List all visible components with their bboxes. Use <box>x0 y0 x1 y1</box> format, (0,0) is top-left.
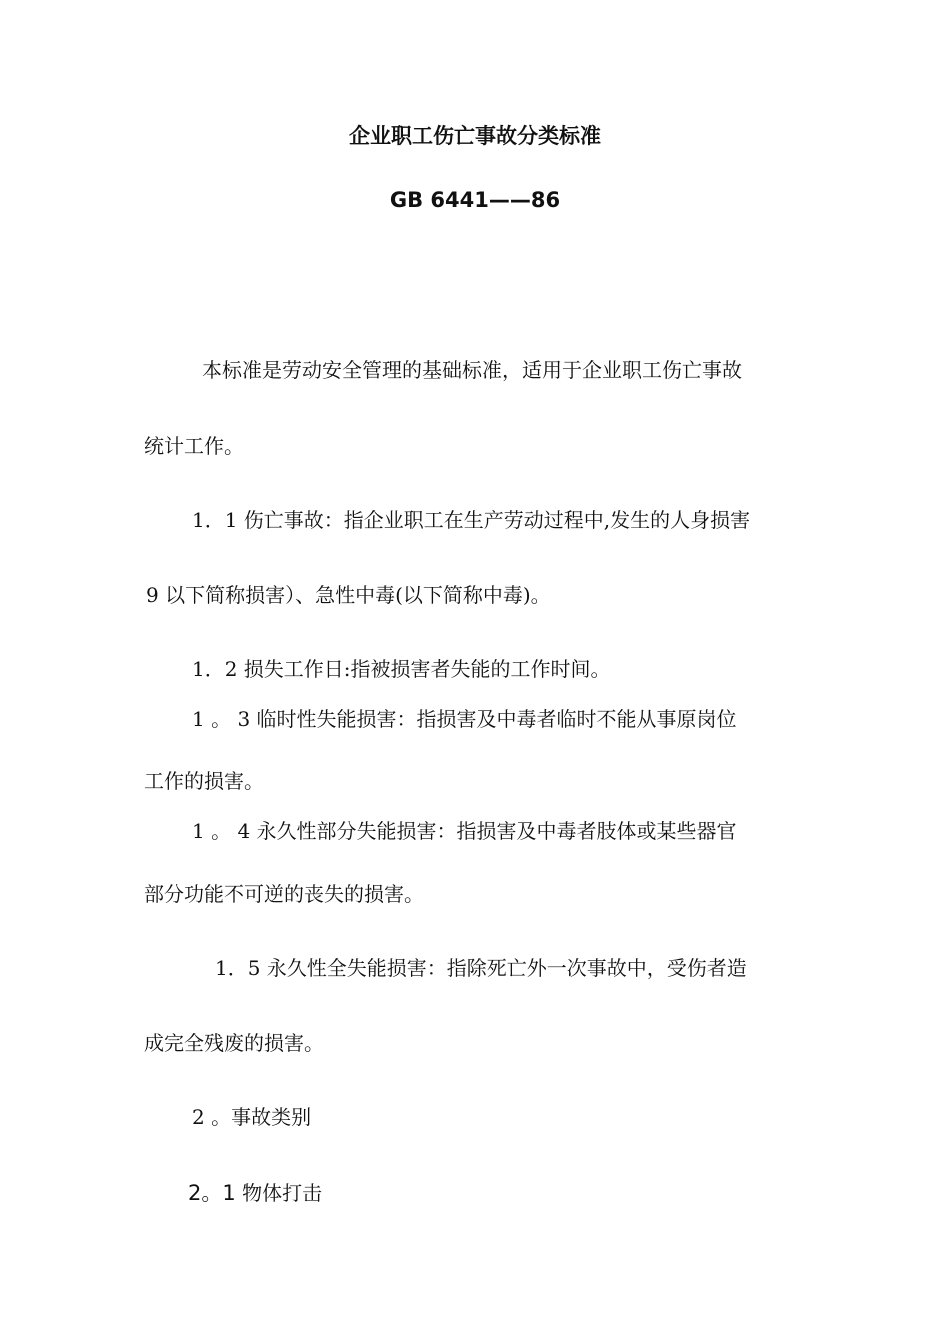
section-2-1-text: 物体打击 <box>235 1181 323 1205</box>
intro-line-2: 统计工作。 <box>144 434 244 458</box>
clause-1-4-line-1: 1 。 4 永久性部分失能损害：指损害及中毒者肢体或某些器官 <box>192 819 737 843</box>
section-2-heading: 2 。事故类别 <box>192 1105 312 1129</box>
clause-1-5-line-1: 1．5 永久性全失能损害：指除死亡外一次事故中，受伤者造 <box>215 956 747 980</box>
clause-1-3-line-2: 工作的损害。 <box>144 769 264 793</box>
clause-1-5-line-2: 成完全残废的损害。 <box>144 1031 324 1055</box>
standard-code: GB 6441——86 <box>389 188 561 212</box>
document-title: 企业职工伤亡事故分类标准 <box>349 124 601 148</box>
clause-1-1-line-2: 9 以下简称损害）、急性中毒(以下简称中毒)。 <box>146 583 551 607</box>
section-2-1-heading <box>188 1180 322 1206</box>
clause-1-3-line-1: 1 。 3 临时性失能损害：指损害及中毒者临时不能从事原岗位 <box>192 707 737 731</box>
intro-line-1: 本标准是劳动安全管理的基础标准，适用于企业职工伤亡事故 <box>202 358 742 382</box>
clause-1-2: 1．2 损失工作日:指被损害者失能的工作时间。 <box>192 657 611 681</box>
clause-1-4-line-2: 部分功能不可逆的丧失的损害。 <box>144 882 424 906</box>
clause-1-1-line-1: 1．1 伤亡事故：指企业职工在生产劳动过程中,发生的人身损害 <box>192 508 751 532</box>
section-2-1-number: 2。1 <box>188 1181 236 1205</box>
